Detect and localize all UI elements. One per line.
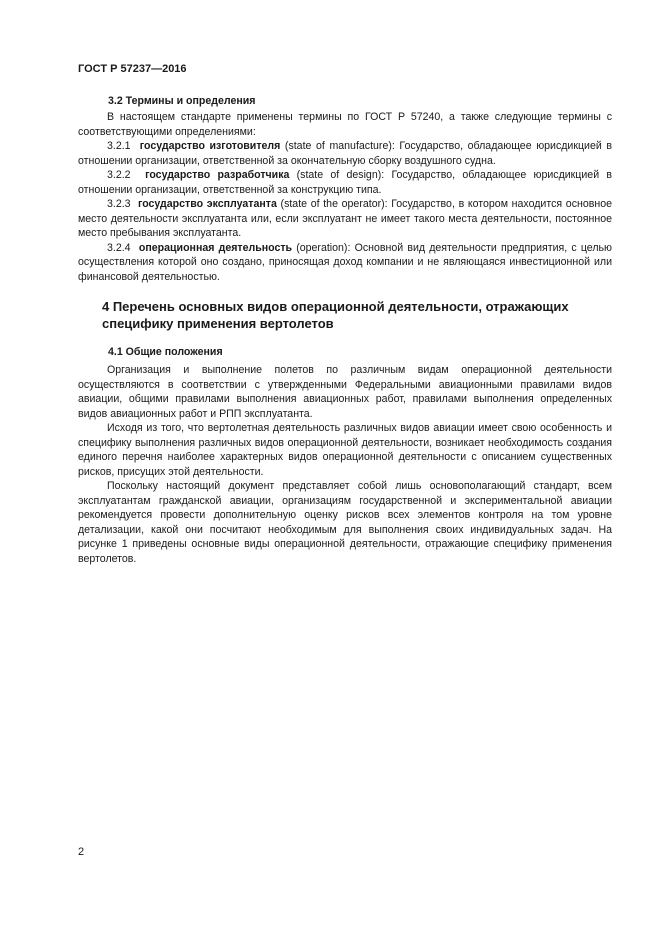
- paragraph: Поскольку настоящий документ представляет собой лишь основополагающий стандарт, всем эксплуатантам гражданской авиации, организациям государственной и экспериментальной авиации рекомендуется провести дополнительную оценку рисков всех элементов контроля на том уровне детализации, какой они посчитают необходимым для выполнения своих индивидуальных задач. На рисунке 1 приведены основные виды операционной деятельности, отражающие специфику применения вертолетов.: [78, 480, 612, 565]
- term-text: (state of manufacture): Государство, обладающее юрисдикцией в отношении организации, ответственной за окончательную сборку воздушного судна.: [78, 140, 613, 167]
- term-text: (state of design): Государство, обладающее юрисдикцией в отношении организации, ответственной за конструкцию типа.: [78, 169, 612, 196]
- page-number: 2: [78, 846, 85, 858]
- term-name: государство эксплуатанта: [137, 198, 277, 210]
- term-text: (operation): Основной вид деятельности предприятия, с целью осуществления которой оно создано, приносящая доход компании и не являющаяся инвестиционной или финансовой деятельностью.: [78, 241, 612, 283]
- section-3-2-title: 3.2 Термины и определения: [108, 95, 256, 107]
- section-3-2-body: [78, 110, 612, 284]
- document-header: ГОСТ Р 57237—2016: [78, 63, 187, 75]
- term-text: (state of the operator): Государство, в котором находится основное место деятельности эксплуатанта или, если эксплуатант не имеет такого места деятельности, постоянное место пребывания эксплуатанта.: [78, 198, 612, 239]
- term-name: операционная деятельность: [138, 241, 293, 254]
- section-3-2-intro: В настоящем стандарте применены термины по ГОСТ Р 57240, а также следующие термины с соответствующими определениями:: [78, 111, 612, 138]
- term-number: 3.2.2: [107, 169, 131, 181]
- paragraph: Исходя из того, что вертолетная деятельность различных видов авиации имеет свою особенность и специфику выполнения различных видов операционной деятельности, возникает необходимость создания единого перечня наиболее характерных видов операционной деятельности с описанием существенных рисков, присущих этой деятельности.: [78, 422, 612, 478]
- term-name: государство изготовителя: [139, 140, 281, 152]
- section-4-1-title: 4.1 Общие положения: [108, 346, 223, 358]
- term-name: государство разработчика: [145, 169, 290, 181]
- paragraph: Организация и выполнение полетов по различным видам операционной деятельности осуществляются в соответствии с утвержденными Федеральными авиационными правилами видов авиации, общими правилами выполнения авиационных работ, правилами выполнения определенных видов авиационных работ и РПП эксплуатанта.: [78, 364, 612, 420]
- term-number: 3.2.3: [107, 198, 131, 210]
- term-definition: [78, 139, 612, 168]
- section-4-1-body: [78, 363, 612, 566]
- term-number: 3.2.4: [107, 241, 131, 254]
- term-definition: [78, 168, 612, 197]
- term-definition: [78, 197, 612, 241]
- term-definition: [78, 241, 612, 285]
- section-4-title: 4 Перечень основных видов операционной деятельности, отражающих специфику применения вертолетов: [102, 299, 569, 331]
- term-number: 3.2.1: [107, 140, 131, 152]
